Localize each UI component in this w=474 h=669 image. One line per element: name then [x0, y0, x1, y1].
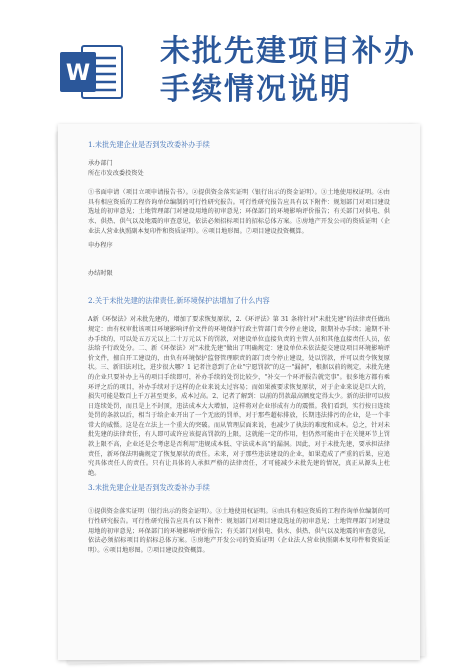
section-3-body: ①提供资金落实证明（银行出示的资金证明）。③土地使用权证明。④由具有相应资质的工程咨询单位编制的可行性研究报告。可行性研究报告应具有以下附件：规划部门对项目建设选址的初审意见；土地管理部门对建设用地的初审意见；环保部门的环境影响评价报告；有关部门对供电、供水、供热、供气以及地震的审查意见，依法必须招标项目的招标总体方案。⑤房地产开发公司的资质证明（企业法人营业执照副本复印件和资质证明）。⑥项目地形图。⑦项目建设投资概算。	[88, 508, 390, 554]
section-1-requirements: ①书面申请（项目立项申请报告书）。②提供资金落实证明（银行出示的资金证明）。③土地使用权证明。④由具有相应资质的工程咨询单位编制的可行性研究报告。可行性研究报告应具有以下附件：规划部门对项目建设选址的初审意见；土地管理部门对建设用地的初审意见；环保部门的环境影响评价报告；有关部门对供电、供水、供热、供气以及地震的审查意见，依法必须招标项目的招标总体方案。⑤房地产开发公司的资质证明（企业法人营业执照副本复印件和资质证明）。⑥项目地形图。⑦项目建设投资概算。	[88, 189, 390, 235]
section-2-heading: 2.关于未批先建的法律责任,新环境保护法增加了什么内容	[88, 296, 270, 306]
document-content	[88, 140, 390, 555]
document-title-line-1: 未批先建项目补办	[160, 34, 416, 69]
section-1-line: 所在市发改委投资处	[88, 169, 144, 177]
section-3-heading: 3.未批先建企业是否到发改委补办手续	[88, 483, 210, 493]
svg-text:W: W	[65, 61, 91, 86]
document-page	[58, 124, 420, 660]
word-document-icon	[60, 44, 124, 100]
section-1-line: 承办部门	[88, 160, 113, 167]
document-title-line-2: 手续情况说明	[160, 72, 352, 107]
section-1-line: 申办程序	[88, 242, 113, 250]
header	[0, 0, 474, 120]
section-1-heading: 1.未批先建企业是否到发改委补办手续	[88, 140, 210, 149]
section-1-line: 办结时限	[88, 269, 113, 277]
section-2-body: A新《环保法》对未批先建的，增加了要求恢复原状，2.《环评法》第 31 条将针对"未批先建"的法律责任做出规定：由有权审批该项目环境影响评价文件的环境保护行政主管部门责令停止建设，限期补办手续；逾期不补办手续的，可以处五万元以上二十万元以下的罚款，对建设单位直接负责的主管人员和其他直接责任人员，依法给予行政处分。二、新《环保法》对"未批先建"做出了明确规定：建设单位未依法提交建设项目环境影响评价文件，擅自开工建设的，由负有环境保护监督管理职责的部门责令停止建设，处以罚款，并可以责令恢复原状。三、新旧法对比，进步很大哪？1 记者注意到了企业"宁愿罚款"的这一"漏洞"，根据以前的规定，未批先建的企业只要补办上马的项目手续即可，补办手续的处罚比较少，"补交一个环评报告就完事"。很多地方都有乘环评之后的项目，补办手续对于这样的企业来说太过容易；而如果被要求恢复原状，对于企业来说是巨大的，损失可能是数百上千万甚至更多，成本过高。2、记者了解到：以前的罚款最高额度定得太少。新的法律可以按日连续处罚，而且是上不封顶，违法成本大大增加，这样将对企业形成有力的震慑。我们看到，实行按日连续处罚的条款以后，相当于给企业开出了一个无底的罚单，对于那些超标排放，长期违法排污的企业，是一个非常大的威慑。这是在立法上一个重大的突破。而从管理层面来说，也减少了执法的难度和成本。总之，针对未批先建的法律责任，有人即可或许应该提高罚款的上限，这就能一定的作用，但仍然可能由于在关键环节上罚款上限不高，企业还是会考虑是否利用"违规成本低、守法成本高"的漏洞。因此，对于未批先建，要承担法律责任，新环保法明确规定了恢复原状的责任。未来，对于那些违法建设的企业，如果造成了严重的后果，应追究具体责任人的责任。只有让具体的人承担严格的法律责任，才可能减少未批先建的情况，真正从源头上杜绝。	[88, 316, 390, 477]
